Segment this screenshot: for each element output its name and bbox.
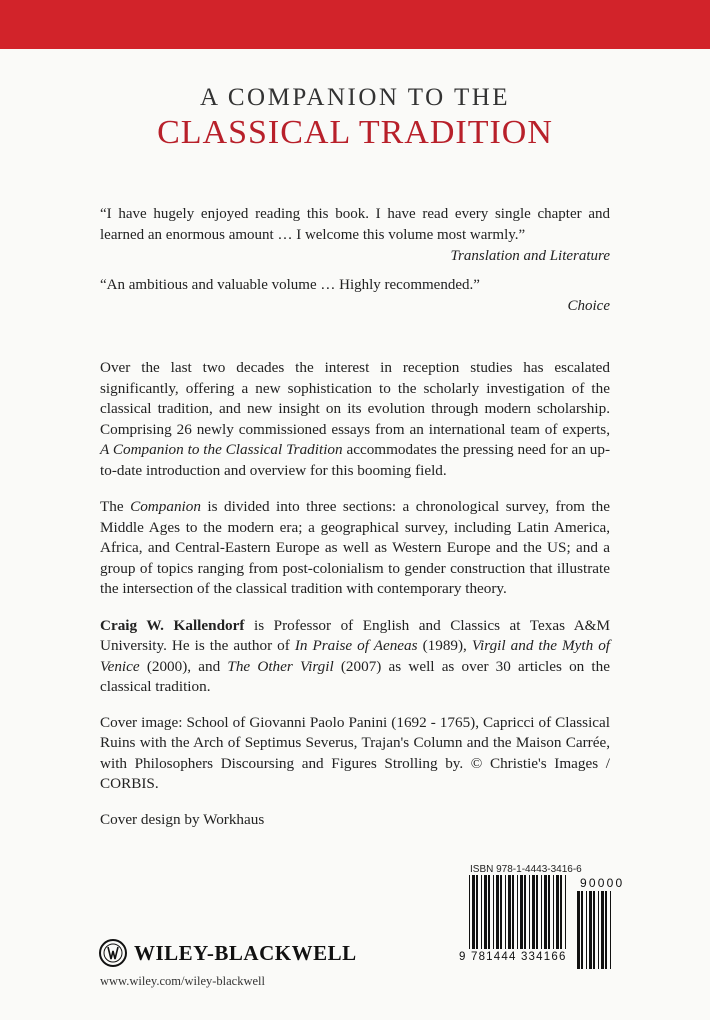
barcode-bar (598, 891, 599, 969)
author-bio-part-d: (2007) as well as over 30 articles on the classical tradition. (100, 657, 610, 695)
publisher-name: WILEY-BLACKWELL (134, 940, 357, 965)
review-quote-1 (100, 204, 610, 267)
author-book-2: Virgil and the Myth of Venice (100, 637, 611, 675)
review-quote-2-text: “An ambitious and valuable volume … Highly recommended.” (100, 277, 480, 293)
barcode-bar (553, 875, 554, 949)
author-name: Craig W. Kallendorf (100, 616, 245, 634)
barcode-bar (472, 875, 475, 949)
back-cover-description (100, 358, 610, 846)
barcode-bar (469, 875, 470, 949)
barcode-bar (589, 891, 592, 969)
wiley-seal-icon (98, 937, 128, 969)
author-book-3: The Other Virgil (227, 657, 334, 675)
barcode-bar (544, 875, 547, 949)
barcode-bar (601, 891, 604, 969)
title-line-1: A COMPANION TO THE (199, 84, 511, 111)
barcode-bar (532, 875, 535, 949)
author-bio (100, 616, 610, 698)
ean-digits: 9 781444 334166 (459, 951, 567, 963)
barcode-bar (556, 875, 559, 949)
author-book-1: In Praise of Aeneas (294, 637, 418, 654)
barcode-bar (524, 875, 526, 949)
barcode-bar (593, 891, 595, 969)
barcode-bar (488, 875, 490, 949)
barcode-bar (508, 875, 511, 949)
isbn-label: ISBN 978-1-4443-3416-6 (470, 864, 582, 875)
barcode-bar (484, 875, 487, 949)
barcode-bar (536, 875, 538, 949)
price-addon-digits: 90000 (580, 876, 625, 890)
description-p1-book-title: A Companion to the Classical Tradition (100, 441, 343, 458)
barcode-bar (605, 891, 607, 969)
barcode-bar (500, 875, 502, 949)
title-line-2: CLASSICAL TRADITION (157, 114, 553, 151)
barcode-bar (581, 891, 583, 969)
author-bio-part-b: (1989), (417, 637, 472, 654)
description-p1-part-a: Over the last two decades the interest in reception studies has escalated significantly, offering a new sophistication to the scholarly investigation of the classical tradition, and new insight on its evolution through modern scholarship. Comprising 26 newly commissioned essays from an international team of experts, (100, 359, 610, 438)
description-p2-part-a: The (100, 498, 131, 515)
barcode-bar (548, 875, 550, 949)
review-quote-1-text: “I have hugely enjoyed reading this book. I have read every single chapter and learned an enormous amount … I welcome this volume most warmly.” (100, 206, 610, 243)
author-bio-part-c: (2000), and (139, 657, 228, 675)
barcode-bar (529, 875, 530, 949)
review-quote-1-source: Translation and Literature (450, 248, 610, 264)
description-p1-part-b: accommodates the pressing need for an up-to-date introduction and overview for this booming field. (100, 441, 610, 479)
barcode-bar (496, 875, 499, 949)
description-p2-part-b: is divided into three sections: a chronological survey, from the Middle Ages to the modern era; a geographical survey, including Latin America, Africa, and Central-Eastern Europe as well as Western Europe and the US; and a group of topics ranging from post-colonialism to gender construction that illustrate the intersection of the classical tradition with contemporary theory. (100, 498, 610, 597)
barcode-bar (476, 875, 478, 949)
review-quote-2 (100, 275, 610, 317)
barcode-bar (505, 875, 506, 949)
barcode-bar (481, 875, 482, 949)
barcode-bar (577, 891, 580, 969)
cover-image-credit: Cover image: School of Giovanni Paolo Panini (1692 - 1765), Capricci of Classical Ruins with the Arch of Septimus Severus, Trajan's Column and the Maison Carrée, with Philosophers Discoursing and Figures Strolling by. © Christie's Images / CORBIS. (100, 713, 610, 792)
barcode-bar (517, 875, 518, 949)
publisher-url: www.wiley.com/wiley-blackwell (100, 974, 265, 988)
barcode-bar (586, 891, 587, 969)
barcode-bar (520, 875, 523, 949)
top-color-bar (0, 0, 710, 49)
barcode-bar (610, 891, 611, 969)
review-quote-2-source: Choice (567, 298, 610, 314)
barcode-bar (565, 875, 566, 949)
author-bio-part-a: is Professor of English and Classics at Texas A&M University. He is the author of (100, 616, 610, 654)
description-paragraph-1 (100, 358, 610, 481)
publisher-logo (98, 937, 357, 969)
barcode-bar (541, 875, 542, 949)
barcode-bar (493, 875, 494, 949)
cover-design-credit: Cover design by Workhaus (100, 810, 265, 828)
barcode-bar (560, 875, 562, 949)
description-paragraph-2 (100, 497, 610, 600)
barcode-bar (512, 875, 514, 949)
description-p2-book-title: Companion (130, 498, 201, 515)
